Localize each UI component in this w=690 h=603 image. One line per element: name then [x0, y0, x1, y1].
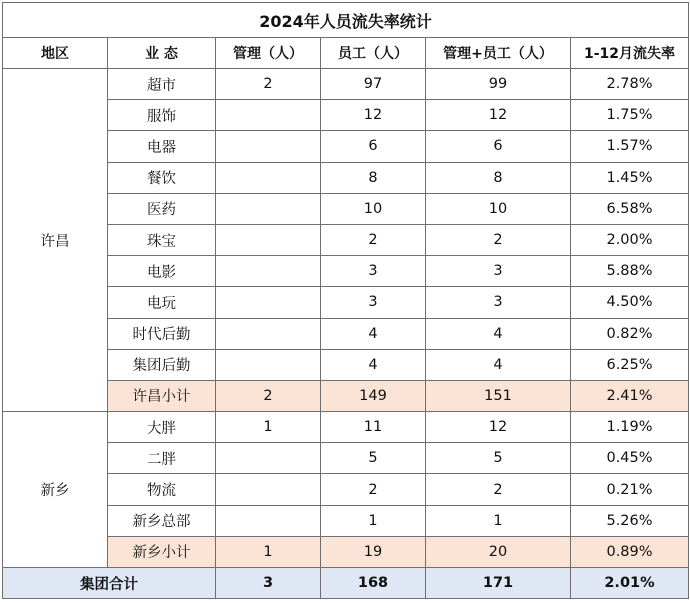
total-cell: 10: [426, 193, 571, 224]
business-type-cell: 超市: [108, 69, 216, 100]
management-cell: [216, 505, 321, 536]
total-cell: 3: [426, 256, 571, 287]
staff-cell: 3: [321, 256, 426, 287]
header-total: 管理+员工（人）: [426, 38, 571, 69]
subtotal-staff: 19: [321, 536, 426, 567]
attrition-rate-cell: 4.50%: [571, 287, 689, 318]
attrition-rate-cell: 1.45%: [571, 162, 689, 193]
subtotal-total: 20: [426, 536, 571, 567]
staff-cell: 4: [321, 349, 426, 380]
business-type-cell: 二胖: [108, 443, 216, 474]
management-cell: 2: [216, 69, 321, 100]
staff-cell: 97: [321, 69, 426, 100]
staff-cell: 3: [321, 287, 426, 318]
staff-cell: 1: [321, 505, 426, 536]
region-cell: 许昌: [3, 69, 108, 412]
table-title: 2024年人员流失率统计: [3, 3, 689, 38]
management-cell: 1: [216, 412, 321, 443]
subtotal-total: 151: [426, 380, 571, 411]
grand-total-management: 3: [216, 568, 321, 599]
total-cell: 2: [426, 474, 571, 505]
attrition-rate-cell: 0.21%: [571, 474, 689, 505]
business-type-cell: 大胖: [108, 412, 216, 443]
management-cell: [216, 318, 321, 349]
staff-cell: 10: [321, 193, 426, 224]
management-cell: [216, 443, 321, 474]
management-cell: [216, 162, 321, 193]
staff-cell: 2: [321, 474, 426, 505]
business-type-cell: 集团后勤: [108, 349, 216, 380]
subtotal-management: 1: [216, 536, 321, 567]
grand-total-attrition-rate: 2.01%: [571, 568, 689, 599]
attrition-rate-cell: 1.57%: [571, 131, 689, 162]
table-row: [3, 69, 689, 100]
total-cell: 4: [426, 318, 571, 349]
region-cell: 新乡: [3, 412, 108, 568]
management-cell: [216, 474, 321, 505]
grand-total-staff: 168: [321, 568, 426, 599]
management-cell: [216, 224, 321, 255]
grand-total-row: [3, 568, 689, 599]
staff-cell: 4: [321, 318, 426, 349]
subtotal-label: 许昌小计: [108, 380, 216, 411]
staff-cell: 12: [321, 100, 426, 131]
attrition-rate-cell: 0.82%: [571, 318, 689, 349]
business-type-cell: 电影: [108, 256, 216, 287]
grand-total-label: 集团合计: [3, 568, 216, 599]
total-cell: 8: [426, 162, 571, 193]
attrition-rate-cell: 1.75%: [571, 100, 689, 131]
business-type-cell: 新乡总部: [108, 505, 216, 536]
subtotal-management: 2: [216, 380, 321, 411]
attrition-rate-cell: 5.88%: [571, 256, 689, 287]
subtotal-staff: 149: [321, 380, 426, 411]
staff-cell: 8: [321, 162, 426, 193]
attrition-rate-cell: 6.25%: [571, 349, 689, 380]
business-type-cell: 电器: [108, 131, 216, 162]
total-cell: 6: [426, 131, 571, 162]
attrition-rate-cell: 6.58%: [571, 193, 689, 224]
staff-cell: 5: [321, 443, 426, 474]
subtotal-attrition-rate: 0.89%: [571, 536, 689, 567]
business-type-cell: 时代后勤: [108, 318, 216, 349]
management-cell: [216, 256, 321, 287]
management-cell: [216, 131, 321, 162]
total-cell: 5: [426, 443, 571, 474]
management-cell: [216, 287, 321, 318]
staff-cell: 2: [321, 224, 426, 255]
management-cell: [216, 349, 321, 380]
total-cell: 1: [426, 505, 571, 536]
header-staff: 员工（人）: [321, 38, 426, 69]
total-cell: 3: [426, 287, 571, 318]
business-type-cell: 珠宝: [108, 224, 216, 255]
total-cell: 2: [426, 224, 571, 255]
attrition-rate-cell: 0.45%: [571, 443, 689, 474]
table-row: [3, 412, 689, 443]
business-type-cell: 医药: [108, 193, 216, 224]
business-type-cell: 电玩: [108, 287, 216, 318]
management-cell: [216, 100, 321, 131]
total-cell: 12: [426, 100, 571, 131]
subtotal-label: 新乡小计: [108, 536, 216, 567]
business-type-cell: 服饰: [108, 100, 216, 131]
title-row: [3, 3, 689, 38]
attrition-rate-cell: 5.26%: [571, 505, 689, 536]
header-region: 地区: [3, 38, 108, 69]
total-cell: 4: [426, 349, 571, 380]
header-business-type: 业 态: [108, 38, 216, 69]
business-type-cell: 餐饮: [108, 162, 216, 193]
header-management: 管理（人）: [216, 38, 321, 69]
business-type-cell: 物流: [108, 474, 216, 505]
attrition-rate-cell: 1.19%: [571, 412, 689, 443]
staff-cell: 6: [321, 131, 426, 162]
staff-cell: 11: [321, 412, 426, 443]
attrition-rate-cell: 2.00%: [571, 224, 689, 255]
header-row: [3, 38, 689, 69]
attrition-rate-cell: 2.78%: [571, 69, 689, 100]
management-cell: [216, 193, 321, 224]
header-attrition-rate: 1-12月流失率: [571, 38, 689, 69]
total-cell: 12: [426, 412, 571, 443]
total-cell: 99: [426, 69, 571, 100]
grand-total-total: 171: [426, 568, 571, 599]
subtotal-attrition-rate: 2.41%: [571, 380, 689, 411]
attrition-table: [2, 2, 689, 599]
